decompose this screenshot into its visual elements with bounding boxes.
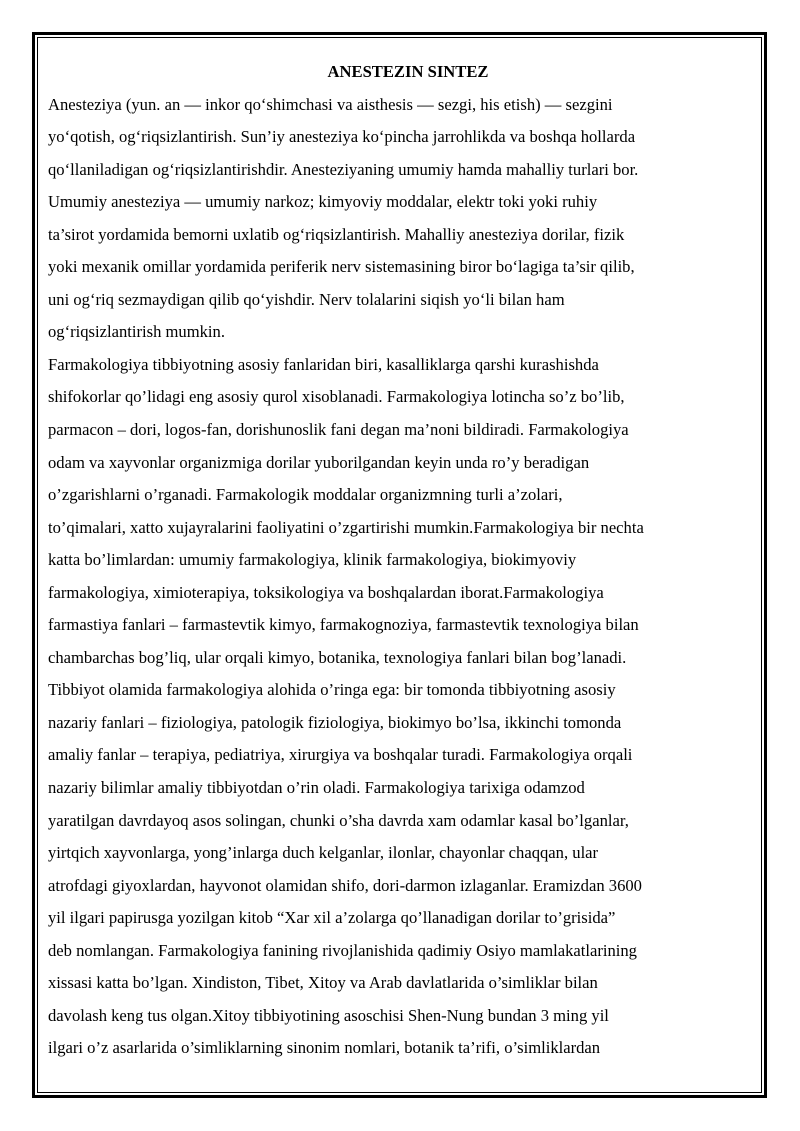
- text-line: yoki mexanik omillar yordamida periferik nerv sistemasining biror boʻlagiga ta’sir qilib,: [48, 257, 635, 277]
- text-line: shifokorlar qo’lidagi eng asosiy qurol xisoblanadi. Farmakologiya lotincha so’z bo’lib,: [48, 387, 625, 407]
- text-line: xissasi katta bo’lgan. Xindiston, Tibet, Xitoy va Arab davlatlarida o’simliklar bilan: [48, 973, 598, 993]
- text-line: atrofdagi giyoxlardan, hayvonot olamidan shifo, dori-darmon izlaganlar. Eramizdan 3600: [48, 875, 642, 895]
- document-body: [48, 56, 748, 1065]
- paragraph-anesteziya: [48, 89, 748, 349]
- text-line: nazariy bilimlar amaliy tibbiyotdan o’rin oladi. Farmakologiya tarixiga odamzod: [48, 778, 585, 798]
- text-line: amaliy fanlar – terapiya, pediatriya, xirurgiya va boshqalar turadi. Farmakologiya orqali: [48, 745, 633, 765]
- text-line: qoʻllaniladigan ogʻriqsizlantirishdir. Anesteziyaning umumiy hamda mahalliy turlari bor.: [48, 159, 639, 179]
- text-line: to’qimalari, xatto xujayralarini faoliyatini o’zgartirishi mumkin.Farmakologiya bir nechta: [48, 517, 644, 537]
- text-line: ogʻriqsizlantirish mumkin.: [48, 322, 225, 342]
- text-line: yaratilgan davrdayoq asos solingan, chunki o’sha davrda xam odamlar kasal bo’lganlar,: [48, 810, 629, 830]
- text-line: Farmakologiya tibbiyotning asosiy fanlaridan biri, kasalliklarga qarshi kurashishda: [48, 354, 599, 374]
- text-line: davolash keng tus olgan.Xitoy tibbiyotining asoschisi Shen-Nung bundan 3 ming yil: [48, 1005, 609, 1025]
- text-line: uni ogʻriq sezmaydigan qilib qoʻyishdir. Nerv tolalarini siqish yoʻli bilan ham: [48, 289, 565, 309]
- text-line: o’zgarishlarni o’rganadi. Farmakologik moddalar organizmning turli a’zolari,: [48, 485, 563, 505]
- text-line: parmacon – dori, logos-fan, dorishunoslik fani degan ma’noni bildiradi. Farmakologiya: [48, 420, 629, 440]
- text-line: farmakologiya, ximioterapiya, toksikologiya va boshqalardan iborat.Farmakologiya: [48, 582, 604, 602]
- text-line: Tibbiyot olamida farmakologiya alohida o’ringa ega: bir tomonda tibbiyotning asosiy: [48, 680, 616, 700]
- text-line: Umumiy anesteziya — umumiy narkoz; kimyoviy moddalar, elektr toki yoki ruhiy: [48, 192, 598, 212]
- text-line: ilgari o’z asarlarida o’simliklarning sinonim nomlari, botanik ta’rifi, o’simliklardan: [48, 1038, 601, 1058]
- text-line: farmastiya fanlari – farmastevtik kimyo, farmakognoziya, farmastevtik texnologiya bilan: [48, 615, 639, 635]
- document-title: ANESTEZIN SINTEZ: [327, 62, 489, 81]
- text-line: chambarchas bog’liq, ular orqali kimyo, botanika, texnologiya fanlari bilan bog’lanadi.: [48, 647, 627, 667]
- text-line: odam va xayvonlar organizmiga dorilar yuborilgandan keyin unda ro’y beradigan: [48, 452, 590, 472]
- text-line: ta’sirot yordamida bemorni uxlatib ogʻriqsizlantirish. Mahalliy anesteziya dorilar, fizik: [48, 224, 625, 244]
- text-line: deb nomlangan. Farmakologiya fanining rivojlanishida qadimiy Osiyo mamlakatlarining: [48, 940, 637, 960]
- text-line: nazariy fanlari – fiziologiya, patologik fiziologiya, biokimyo bo’lsa, ikkinchi tomonda: [48, 712, 622, 732]
- paragraph-farmakologiya: [48, 349, 748, 1065]
- text-line: yil ilgari papirusga yozilgan kitob “Xar xil a’zolarga qo’llanadigan dorilar to’grisida”: [48, 908, 616, 928]
- text-line: yoʻqotish, ogʻriqsizlantirish. Sun’iy anesteziya koʻpincha jarrohlikda va boshqa hollarda: [48, 127, 636, 147]
- text-line: Anesteziya (yun. an — inkor qoʻshimchasi va aisthesis — sezgi, his etish) — sezgini: [48, 94, 613, 114]
- text-line: katta bo’limlardan: umumiy farmakologiya, klinik farmakologiya, biokimyoviy: [48, 550, 577, 570]
- text-line: yirtqich xayvonlarga, yong’inlarga duch kelganlar, ilonlar, chayonlar chaqqan, ular: [48, 843, 599, 863]
